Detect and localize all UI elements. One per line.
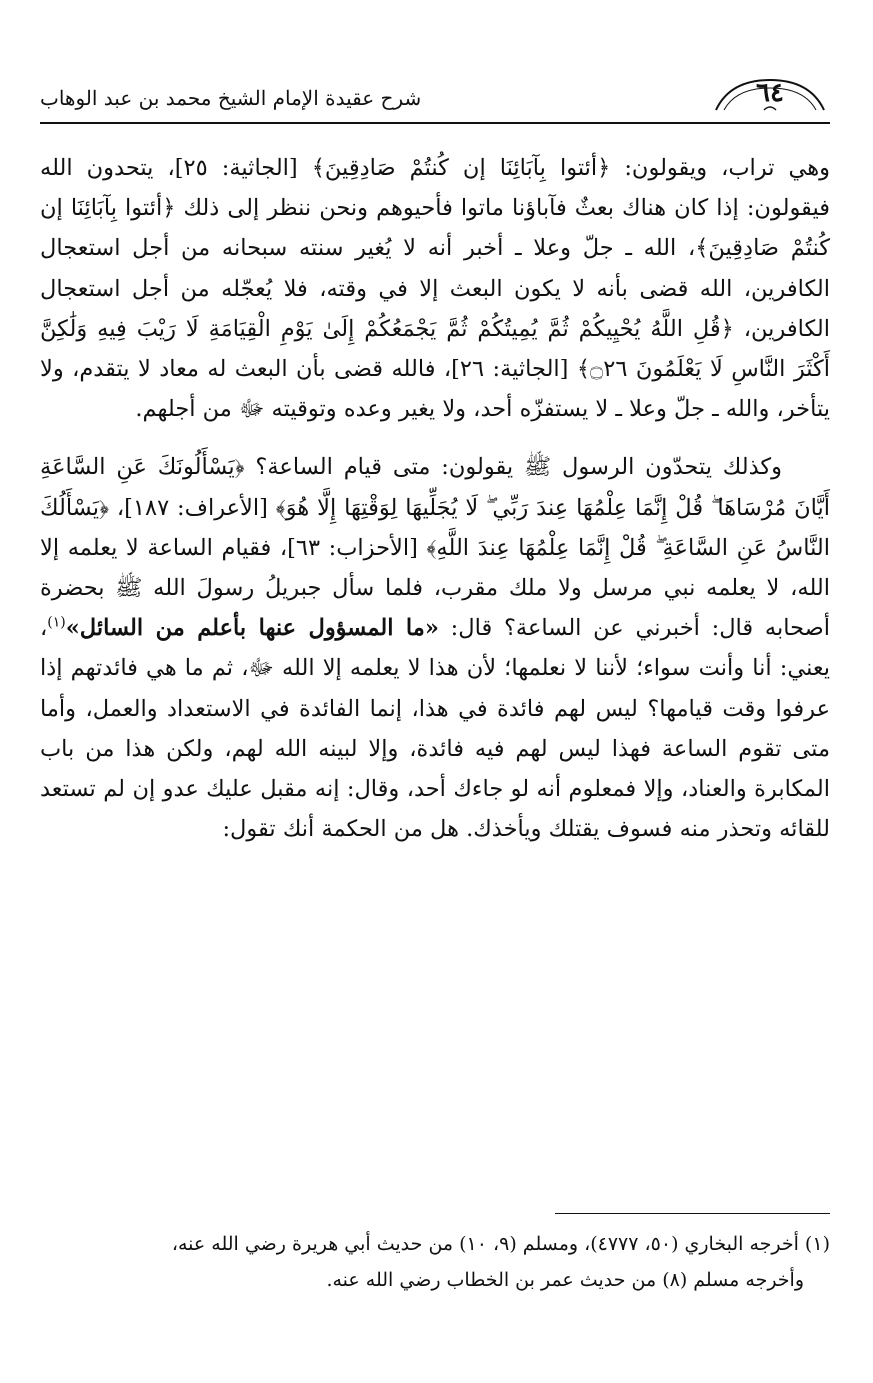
page-header: [40, 78, 830, 126]
footnote-1-line-1: (١) أخرجه البخاري (٥٠، ٤٧٧٧)، ومسلم (٩، ١٠) من حديث أبي هريرة رضي الله عنه،: [171, 1233, 830, 1255]
paragraph-2-text-after-quote: ، يعني: أنا وأنت سواء؛ لأننا لا نعلمها؛ لأن هذا لا يعلمه إلا الله ﷻ، ثم ما هي فائدتهم إذا عرفوا وقت قيامها؟ ليس لهم فائدة في هذا، إنما الفائدة في الاستعداد والعمل، وأما متى تقوم الساعة فهذا ليس لهم فيه فائدة، وإلا لبينه الله لهم، ولكن هذا من باب المكابرة والعناد، وإلا فمعلوم أنه لو جاءك أحد، وقال: إنه مقبل عليك عدو إن لم تستعد للقائه وتحذر منه فسوف يقتلك ويأخذك. هل من الحكمة أنك تقول:: [40, 615, 830, 843]
footnotes: [40, 1226, 830, 1298]
hadith-quote: «ما المسؤول عنها بأعلم من السائل»: [65, 615, 439, 642]
footnote-1-line-2: وأخرجه مسلم (٨) من حديث عمر بن الخطاب رضي الله عنه.: [326, 1269, 804, 1291]
page-number-badge: [710, 76, 830, 114]
header-divider: [40, 122, 830, 124]
footnote-reference: (١): [47, 614, 66, 631]
paragraph-2: [40, 447, 830, 849]
main-text: [40, 148, 830, 849]
header-title: شرح عقيدة الإمام الشيخ محمد بن عبد الوهاب: [40, 86, 422, 110]
footnote-divider: [555, 1213, 830, 1214]
paragraph-2-text-before-quote: وكذلك يتحدّون الرسول ﷺ يقولون: متى قيام الساعة؟ ﴿يَسْأَلُونَكَ عَنِ السَّاعَةِ أَيَّانَ مُرْسَاهَا ۖ قُلْ إِنَّمَا عِلْمُهَا عِندَ رَبِّي ۖ لَا يُجَلِّيهَا لِوَقْتِهَا إِلَّا هُوَ﴾ [الأعراف: ١٨٧]، ﴿يَسْأَلُكَ النَّاسُ عَنِ السَّاعَةِ ۖ قُلْ إِنَّمَا عِلْمُهَا عِندَ اللَّهِ﴾ [الأحزاب: ٦٣]، فقيام الساعة لا يعلمه إلا الله، لا يعلمه نبي مرسل ولا ملك مقرب، فلما سأل جبريلُ رسولَ الله ﷺ بحضرة أصحابه قال: أخبرني عن الساعة؟ قال:: [40, 454, 831, 642]
page-number: ٦٤: [756, 78, 784, 108]
paragraph-1: وهي تراب، ويقولون: ﴿أئتوا بِآبَائِنَا إن كُنتُمْ صَادِقِينَ﴾ [الجاثية: ٢٥]، يتحدون الله فيقولون: إذا كان هناك بعثٌ فآباؤنا ماتوا فأحيوهم ونحن ننظر إلى ذلك ﴿أئتوا بِآبَائِنَا إن كُنتُمْ صَادِقِينَ﴾، الله ـ جلّ وعلا ـ أخبر أنه لا يُغير سنته سبحانه من أجل استعجال الكافرين، الله قضى بأنه لا يكون البعث إلا في وقته، فلا يُعجّله من أجل استعجال الكافرين، ﴿قُلِ اللَّهُ يُحْيِيكُمْ ثُمَّ يُمِيتُكُمْ ثُمَّ يَجْمَعُكُمْ إِلَىٰ يَوْمِ الْقِيَامَةِ لَا رَيْبَ فِيهِ وَلَٰكِنَّ أَكْثَرَ النَّاسِ لَا يَعْلَمُونَ ۝٢٦﴾ [الجاثية: ٢٦]، فالله قضى بأن البعث له معاد لا يتقدم، ولا يتأخر، والله ـ جلّ وعلا ـ لا يستفزّه أحد، ولا يغير وعده وتوقيته ﷻ من أجلهم.: [40, 155, 830, 423]
